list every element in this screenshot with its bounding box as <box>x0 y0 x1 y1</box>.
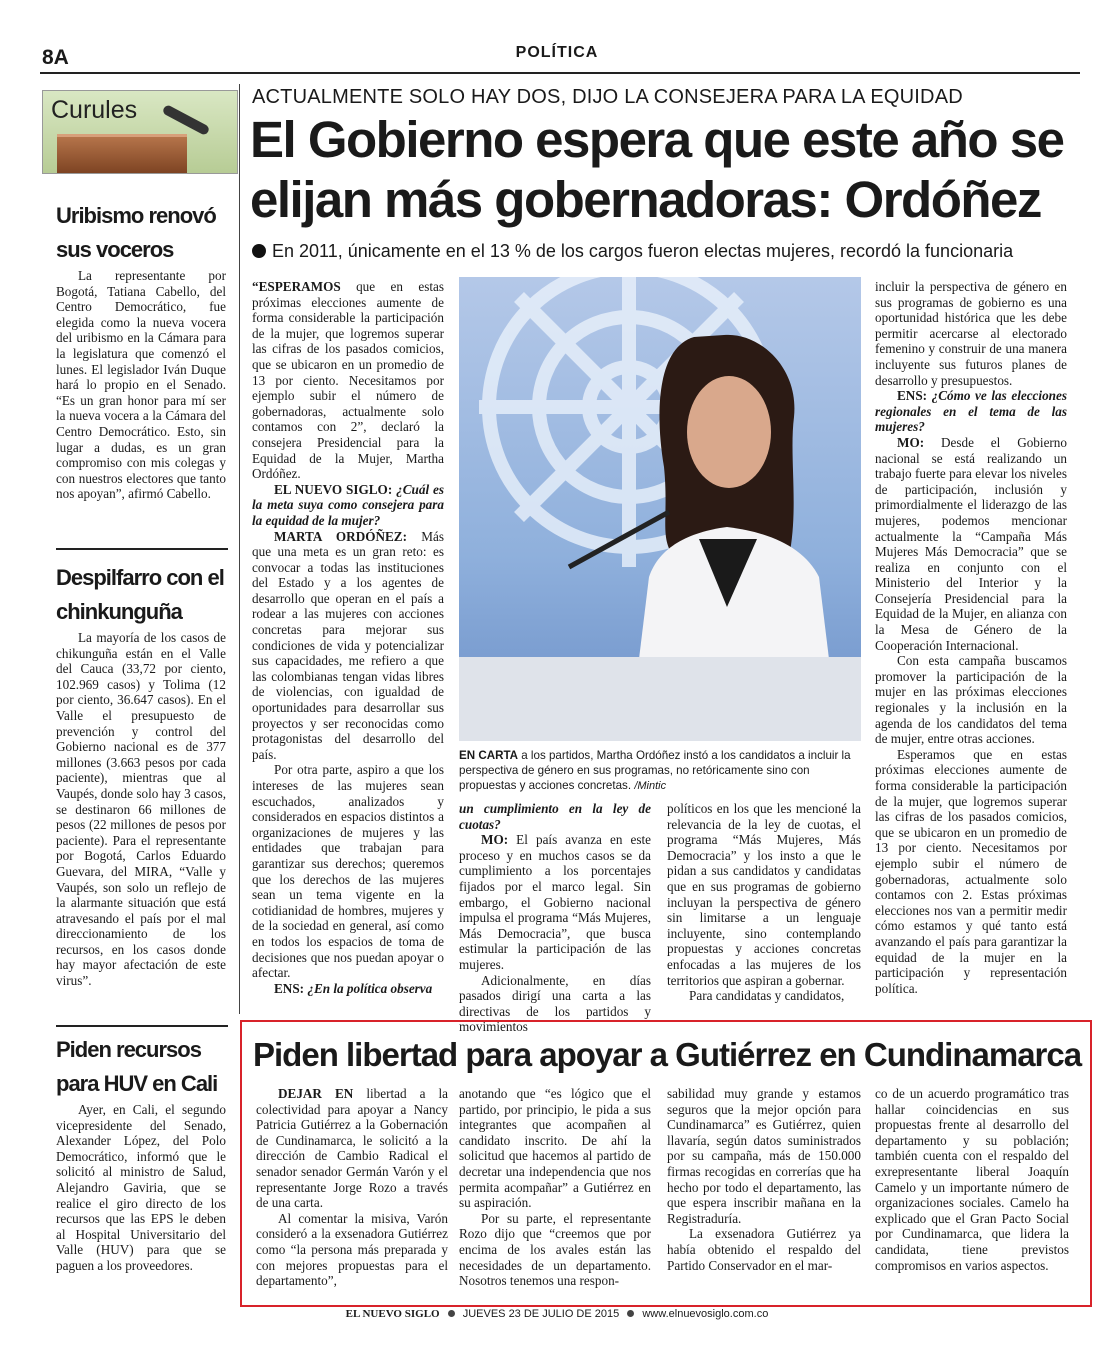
article-column-1 <box>252 279 444 996</box>
footer-date: JUEVES 23 DE JULIO DE 2015 <box>462 1308 620 1320</box>
sidebar-title-3: Piden recursos para HUV en Cali <box>56 1037 218 1096</box>
footer-url[interactable]: www.elnuevosiglo.com.co <box>642 1308 769 1320</box>
paragraph: Esperamos que en estas próximas elecciones aumente de forma considerable la participación de la mujer, que logremos superar las cifras de los pasados comicios, que se ubicaron en un promedio de 13 por ciento. Necesitamos por ejemplo subir el número de gobernadoras, actualmente solo contamos con 2. Estas próximas elecciones nos van a permitir medir cómo estamos y qué tanto está avanzando el país para garantizar la equidad de la mujer en la participación y representación política. <box>875 746 1067 996</box>
sidebar-story-2 <box>56 630 226 989</box>
lead-text: que en estas próximas elecciones aumente de forma considerable la participación de la mujer, que logremos superar las cifras de los pasados comicios, que se ubicaron en un promedio de 13 por ciento. Necesitamos por ejemplo subir el número de gobernadoras, actualmente solo contamos con 2”, declaró la consejera Presidencial para la Equidad de la Mujer, Martha Ordóñez. <box>252 279 444 482</box>
bullet-icon <box>448 1310 455 1317</box>
sidebar-paragraph: La mayoría de los casos de chikunguña están en el Valle del Cauca (33,72 por ciento, 102.969 casos) y Tolima (12 por ciento, 36.647 casos). En el Valle el presupuesto de prevención y control del Gobierno nacional es de 377 millones (3.663 pesos por cada paciente), mientras que al Vaupés, donde solo hay 3 casos, se destinaron 66 millones de pesos (22 millones de pesos por paciente). Para el representante por Bogotá, Carlos Eduardo Guevara, del MIRA, “Valle y Vaupés, son solo un reflejo de la alarmante situación que está atravesando el país por el mal direccionamiento de los recursos, en los casos donde hay mayor afectación de este virus”. <box>56 630 226 989</box>
footer-brand: EL NUEVO SIGLO <box>345 1308 440 1320</box>
header-rule <box>40 72 1080 74</box>
article-photo <box>459 277 861 741</box>
question-continued: un cumplimiento en la ley de cuotas? <box>459 801 651 832</box>
question-label: ENS: <box>274 980 305 996</box>
photo-caption <box>459 748 861 794</box>
paragraph: Para candidatas y candidatos, <box>689 988 845 1004</box>
lead-caps: DEJAR EN <box>278 1086 354 1101</box>
article-column-2 <box>459 801 651 1035</box>
answer-label: MO: <box>481 832 509 848</box>
curules-logo <box>42 90 238 174</box>
section-title: POLÍTICA <box>515 44 599 61</box>
lead-text: libertad a la colectividad para apoyar a Nancy Patricia Gutiérrez a la Gobernación de Cundinamarca, le solicitó a la dirección de Cambio Radical el senador senador Germán Varón y el representante Jorge Rozo a través de una carta. <box>256 1086 448 1211</box>
sidebar-story-1 <box>56 268 226 502</box>
article-column-4 <box>875 279 1067 996</box>
caption-lead: EN CARTA <box>459 749 519 762</box>
question-label: ENS: <box>897 388 928 404</box>
paragraph: Por otra parte, aspiro a que los intereses de las mujeres sean escuchados, analizados y considerados en espacios distintos a organizaciones de mujeres y las entidades que trabajan para garantizar sus derechos; queremos que los derechos de las mujeres sean un tema vigente en la cotidianidad de hombres, mujeres y de la sociedad en general, así como en todos los espacios de toma de decisiones que nos puedan apoyar o afectar. <box>252 762 444 981</box>
box-column-3 <box>667 1086 861 1273</box>
question-text: ¿Cómo ve las elecciones regionales en el tema de las mujeres? <box>875 388 1067 435</box>
sidebar-rule <box>56 548 228 550</box>
article-kicker: ACTUALMENTE SOLO HAY DOS, DIJO LA CONSEJERA PARA LA EQUIDAD <box>252 86 963 108</box>
microphone-graphic <box>162 104 211 136</box>
sidebar-rule <box>56 1025 228 1027</box>
sidebar-divider <box>239 84 240 1014</box>
paragraph: Con esta campaña buscamos promover la participación de la mujer en las próximas elecciones regionales y la inclusión en la agenda de los candidatos del tema de mujer, entre otras acciones. <box>875 653 1067 747</box>
sidebar-title-1: Uribismo renovó sus voceros <box>56 203 216 262</box>
page-footer <box>0 1308 1114 1320</box>
answer-text: Más que una meta es un gran reto: es convocar a todas las instituciones del Estado y a los agentes de desarrollo que operan en el país a rodear a las mujeres con acciones concretas para mejorar sus condiciones de vida y potencializar sus capacidades, me refiero a que las colombianas tengan vidas libres de violencias, con igualdad de oportunidades para desarrollar sus proyectos y ser reconocidas como protagonistas del desarrollo del país. <box>252 528 444 762</box>
photo-illustration <box>459 277 861 741</box>
question-label: EL NUEVO SIGLO: <box>274 481 393 497</box>
sidebar-paragraph: Ayer, en Cali, el segundo vicepresidente del Senado, Alexander López, del Polo Democrático, informó que le solicitó al ministro de Salud, Alejandro Gaviria, que se realice el giro directo de los recursos que las EPS le deben al Hospital Universitario del Valle (HUV) para que se paguen a los proveedores. <box>56 1102 226 1273</box>
paragraph: Por su parte, el representante Rozo dijo que “creemos que por encima de los avales están las necesidades de un departamento. Nosotros tenemos una respon- <box>459 1210 651 1289</box>
podium-graphic <box>57 134 187 173</box>
answer-text: El país avanza en este proceso y en muchos casos se da cumplimiento a los porcentajes fijados por el marco legal. Sin embargo, el Gobierno nacional impulsa el programa “Más Mujeres, Más Democracia”, que busca estimular la participación de las mujeres. <box>459 832 651 972</box>
paragraph: Al comentar la misiva, Varón consideró a la exsenadora Gutiérrez como “la persona más preparada y con mejores propuestas para el departamento”, <box>256 1210 448 1289</box>
article-headline: El Gobierno espera que este año se elijan más gobernadoras: Ordóñez <box>250 111 1064 228</box>
answer-label: MO: <box>897 434 925 450</box>
boxed-story-headline: Piden libertad para apoyar a Gutiérrez en Cundinamarca <box>253 1036 1082 1073</box>
paragraph: políticos en los que les mencioné la relevancia de la ley de cuotas, el programa “Más Mujeres, Más Democracia” y los insto a que le pidan a sus candidatos y candidatas que en sus programas de gobierno incluyan la perspectiva de género sin limitarse a un lenguaje incluyente, sino contemplando propuestas y acciones concretas enfocadas a las mujeres de los territorios que aspiran a gobernar. <box>667 801 861 988</box>
bullet-icon <box>627 1310 634 1317</box>
box-column-2 <box>459 1086 651 1289</box>
paragraph: sabilidad muy grande y estamos seguros que la mejor opción para Cundinamarca” es Gutiérrez, quien llavaría, según datos suministrados por su campaña, más de 150.000 firmas recogidas en correrías que ha hecho por todo el departamento, las que espera inscribir mañana en la Registraduría. <box>667 1086 861 1226</box>
answer-text: Desde el Gobierno nacional se está realizando un trabajo fuerte para elevar los niveles de participación, inclusión y primordialmente el liderazgo de las mujeres, podemos mencionar actualmente la “Campaña Más Mujeres Más Democracia” que se realiza en conjunto con el Ministerio del Interior y la Consejería Presidencial para la Equidad de la Mujer, en alianza con la Mesa de Género de la Cooperación Internacional. <box>875 434 1067 653</box>
paragraph: Adicionalmente, en días pasados dirigí una carta a las directivas de los partidos y movimientos <box>459 972 651 1035</box>
caption-text: a los partidos, Martha Ordóñez instó a los candidatos a incluir la perspectiva de género en sus programas, no retóricamente sino con propuestas y acciones concretas. <box>459 749 851 792</box>
article-subhead <box>252 241 1013 262</box>
question-text: ¿Cuál es la meta suya como consejera para la equidad de la mujer? <box>252 481 444 528</box>
subhead-text: En 2011, únicamente en el 13 % de los cargos fueron electas mujeres, recordó la funcionaria <box>272 241 1014 261</box>
box-column-4 <box>875 1086 1069 1273</box>
article-column-3 <box>667 801 861 1004</box>
photo-credit: /Mintic <box>634 780 667 792</box>
curules-logo-text: Curules <box>51 96 138 124</box>
paragraph: incluir la perspectiva de género en sus programas de gobierno es una oportunidad histórica que les debe permitir acercarse al electorado femenino y construir de una manera incluyente sus futuros planes de desarrollo y presupuestos. <box>875 279 1067 388</box>
question-text: ¿En la política observa <box>304 980 433 996</box>
sidebar-story-3 <box>56 1102 226 1274</box>
answer-label: MARTA ORDÓÑEZ: <box>274 528 407 544</box>
lead-caps: “ESPERAMOS <box>252 279 341 294</box>
sidebar-paragraph: La representante por Bogotá, Tatiana Cabello, del Centro Democrático, fue elegida como la nueva vocera del uribismo en la Cámara para la legislatura que comenzó el lunes. El legislador Iván Duque hará lo propio en el Senado. “Es un gran honor para mí ser la nueva vocera a la Cámara del Centro Democrático. Esto, sin lugar a dudas, es un gran compromiso con mis colegas y con nuestros electores que tanto nos apoyan”, afirmó Cabello. <box>56 268 226 502</box>
page-number: 8A <box>42 46 69 69</box>
box-column-1 <box>256 1086 448 1289</box>
paragraph: La exsenadora Gutiérrez ya había obtenido el respaldo del Partido Conservador en el mar- <box>667 1226 861 1273</box>
sidebar-title-2: Despilfarro con el chinkunguña <box>56 565 224 624</box>
paragraph: anotando que “es lógico que el partido, por principio, le pida a sus integrantes que acompañen al candidato inscrito. De ahí la solicitud que hacemos al partido de decretar una independencia que nos permita acompañar” a Gutiérrez en su aspiración. <box>459 1086 651 1211</box>
bullet-icon <box>252 244 266 258</box>
paragraph: co de un acuerdo programático tras hallar coincidencias en sus propuestas frente al desarrollo del departamento y su población; también cuenta con el respaldo del exrepresentante liberal Joaquín Camelo y un importante número de organizaciones sociales. Camelo ha explicado que el Gran Pacto Social por Cundinamarca, que lidera la candidata, tiene previstos compromisos en varios aspectos. <box>875 1086 1069 1273</box>
